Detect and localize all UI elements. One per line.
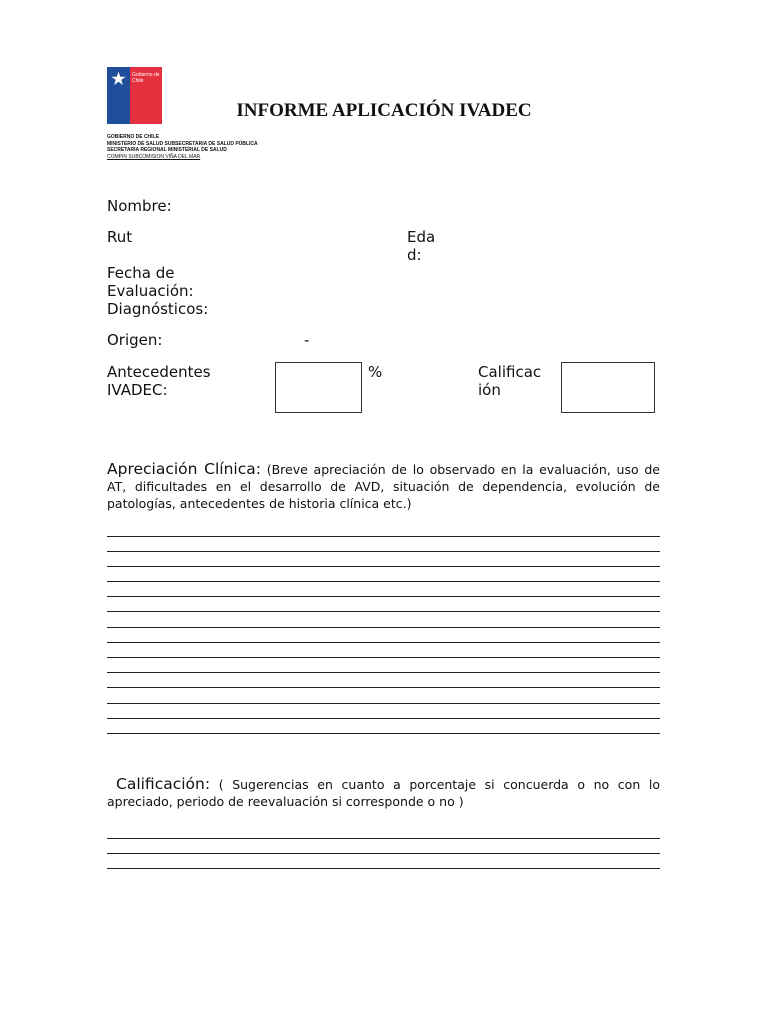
apreciacion-clinica-text: (Breve apreciación de lo observado en la evaluación, uso de AT, dificultades en el desarrollo de AVD, situación de dependencia, evolución de patologías, antecedentes de historia clínica etc.) <box>107 462 660 511</box>
answer-line[interactable] <box>107 642 660 643</box>
calificacion-label-line: ión <box>478 381 501 399</box>
star-icon <box>111 71 126 86</box>
calificacion-text: ( Sugerencias en cuanto a porcentaje si concuerda o no con lo apreciado, periodo de reevaluación si corresponde o no ) <box>107 777 660 809</box>
fecha-label-line: Fecha de <box>107 264 175 282</box>
answer-line[interactable] <box>107 536 660 537</box>
answer-line[interactable] <box>107 657 660 658</box>
rut-label: Rut <box>107 228 133 246</box>
answer-line[interactable] <box>107 868 660 869</box>
antecedentes-label-line: Antecedentes <box>107 363 211 381</box>
calificacion-label <box>478 363 541 399</box>
apreciacion-clinica-heading: Apreciación Clínica: <box>107 460 261 478</box>
calificacion-heading: Calificación: <box>116 775 211 793</box>
answer-line[interactable] <box>107 551 660 552</box>
calificacion-box[interactable] <box>561 362 655 413</box>
org-line-underlined: COMPIN SUBCOMISION VIÑA DEL MAR <box>107 153 201 160</box>
edad-label-line: Eda <box>407 228 436 246</box>
answer-line[interactable] <box>107 566 660 567</box>
antecedentes-label-line: IVADEC: <box>107 381 168 399</box>
fecha-label-line: Evaluación: <box>107 282 194 300</box>
edad-label <box>407 228 435 264</box>
percent-sign: % <box>368 363 383 381</box>
logo-text: Gobierno de Chile <box>132 72 160 84</box>
calificacion-paragraph <box>107 776 660 810</box>
origen-label: Origen: <box>107 331 163 349</box>
antecedentes-ivadec-label <box>107 363 211 399</box>
apreciacion-clinica-paragraph <box>107 461 660 512</box>
fecha-evaluacion-label <box>107 264 208 318</box>
answer-line[interactable] <box>107 687 660 688</box>
origen-value: - <box>304 331 310 349</box>
antecedentes-ivadec-box[interactable] <box>275 362 362 413</box>
answer-line[interactable] <box>107 703 660 704</box>
calificacion-label-line: Calificac <box>478 363 542 381</box>
org-line: MINISTERIO DE SALUD SUBSECRETARIA DE SALUD PÚBLICA <box>107 140 258 147</box>
edad-label-line: d: <box>407 246 422 264</box>
answer-line[interactable] <box>107 581 660 582</box>
answer-line[interactable] <box>107 672 660 673</box>
answer-line[interactable] <box>107 596 660 597</box>
org-line: GOBIERNO DE CHILE <box>107 134 159 140</box>
page-title: INFORME APLICACIÓN IVADEC <box>236 100 532 121</box>
answer-line[interactable] <box>107 838 660 839</box>
answer-line[interactable] <box>107 733 660 734</box>
org-line: SECRETARIA REGIONAL MINISTERIAL DE SALUD <box>107 147 227 153</box>
answer-line[interactable] <box>107 718 660 719</box>
nombre-label: Nombre: <box>107 197 172 215</box>
answer-line[interactable] <box>107 853 660 854</box>
answer-line[interactable] <box>107 627 660 628</box>
answer-line[interactable] <box>107 611 660 612</box>
diagnosticos-label: Diagnósticos: <box>107 300 209 318</box>
organization-block <box>107 134 258 160</box>
